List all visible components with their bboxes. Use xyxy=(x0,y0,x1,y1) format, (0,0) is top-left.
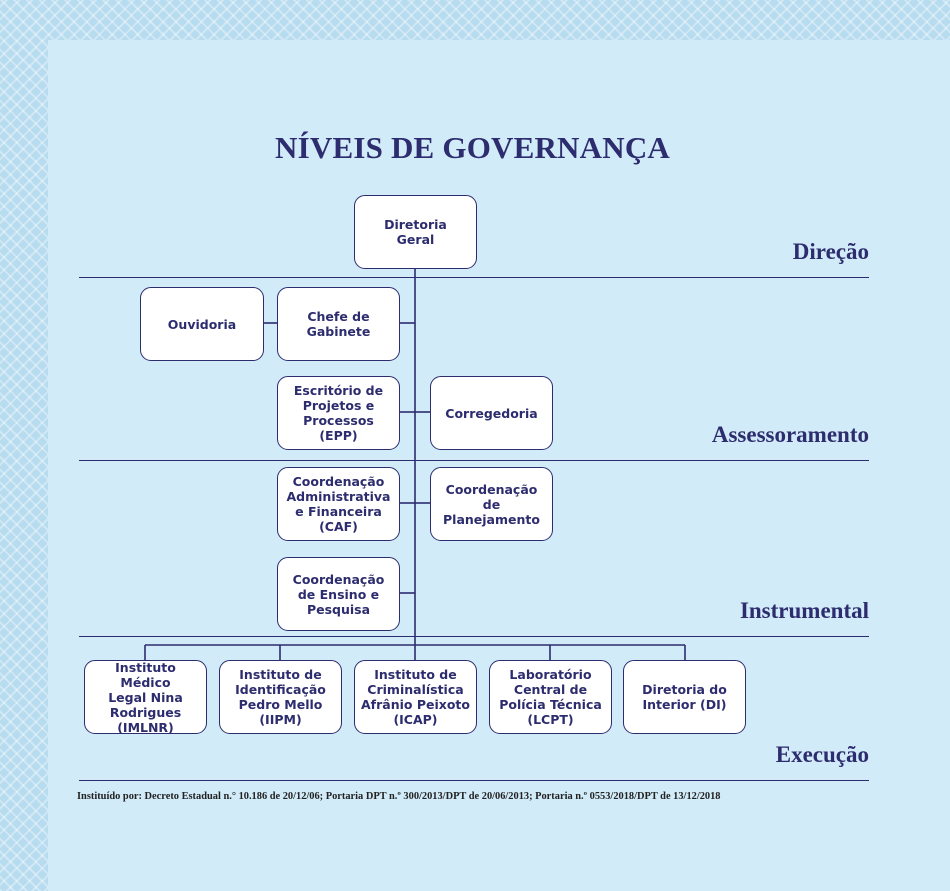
node-di: Diretoria do Interior (DI) xyxy=(623,660,746,734)
level-assessoramento: Assessoramento xyxy=(711,422,869,447)
page-title: NÍVEIS DE GOVERNANÇA xyxy=(275,130,670,165)
node-imlnr: Instituto Médico Legal Nina Rodrigues (IMLNR) xyxy=(84,660,207,734)
footer-note: Instituído por: Decreto Estadual n.° 10.186 de 20/12/06; Portaria DPT n.º 300/2013/DPT de 20/06/2013; Portaria n.º 0553/2018/DPT de 13/12/2018 xyxy=(77,791,721,802)
node-lcpt: Laboratório Central de Polícia Técnica (LCPT) xyxy=(489,660,612,734)
node-caf: Coordenação Administrativa e Financeira (CAF) xyxy=(277,467,400,541)
level-direcao: Direção xyxy=(792,239,869,264)
node-diretoria-geral: Diretoria Geral xyxy=(354,195,477,269)
divider-execucao xyxy=(79,780,869,781)
divider-direcao xyxy=(79,277,869,278)
node-corregedoria: Corregedoria xyxy=(430,376,553,450)
node-icap: Instituto de Criminalística Afrânio Peixoto (ICAP) xyxy=(354,660,477,734)
node-planejamento: Coordenação de Planejamento xyxy=(430,467,553,541)
divider-assessoramento xyxy=(79,460,869,461)
node-epp: Escritório de Projetos e Processos (EPP) xyxy=(277,376,400,450)
level-execucao: Execução xyxy=(775,742,869,767)
node-iipm: Instituto de Identificação Pedro Mello (IIPM) xyxy=(219,660,342,734)
node-chefe-gabinete: Chefe de Gabinete xyxy=(277,287,400,361)
divider-instrumental xyxy=(79,636,869,637)
level-instrumental: Instrumental xyxy=(739,598,869,623)
node-ensino: Coordenação de Ensino e Pesquisa xyxy=(277,557,400,631)
node-ouvidoria: Ouvidoria xyxy=(140,287,264,361)
